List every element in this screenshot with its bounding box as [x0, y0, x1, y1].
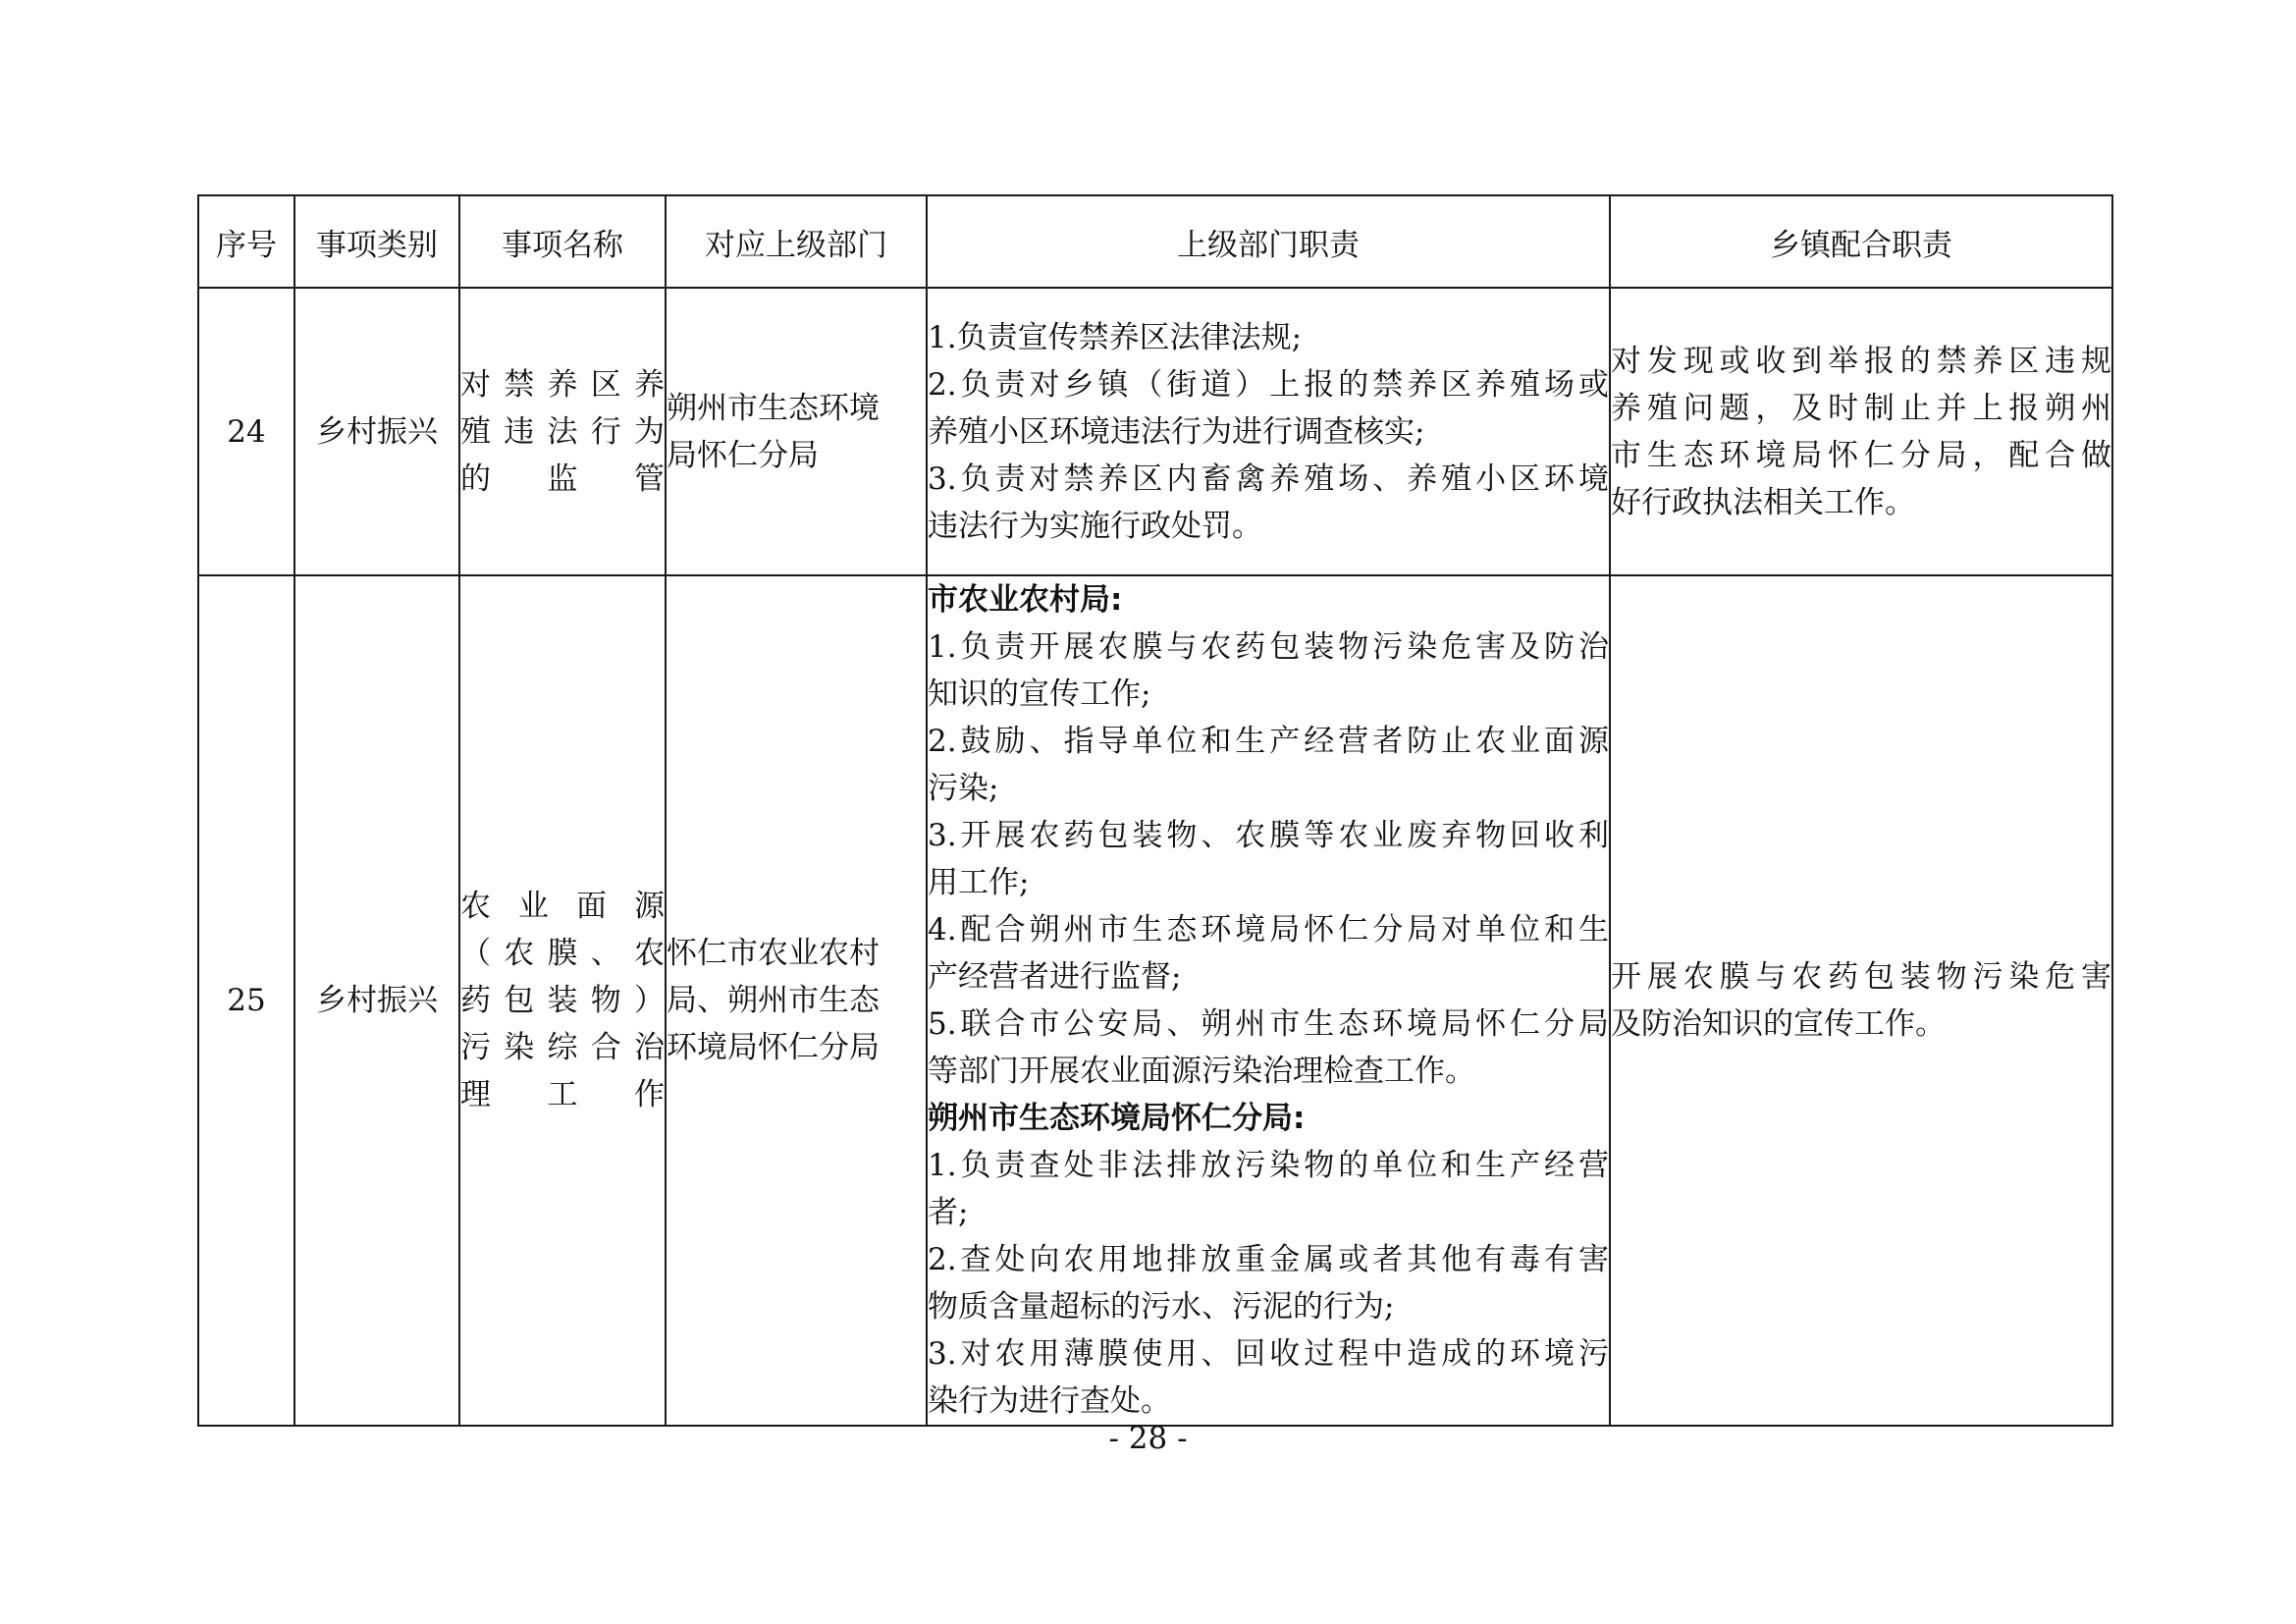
row-superior-duty: 市农业农村局: 1.负责开展农膜与农药包装物污染危害及防治 知识的宣传工作; 2.鼓励、指导单位和生产经营者防止农业面源 污染; 3.开展农药包装物、农膜等农业废弃物回收利 用工作; 4.配合朔州市生态环境局怀仁分局对单位和生 产经营者进行监督; 5.联合市公安局、朔州市生态环境局怀仁分局 等部门开展农业面源污染治理检查工作。 朔州市生态环境局怀仁分局: 1.负责查处非法排放污染物的单位和生产经营 者; 2.查处向农用地排放重金属或者其他有毒有害 物质含量超标的污水、污泥的行为; 3.对农用薄膜使用、回收过程中造成的环境污 染行为进行查处。 — [927, 575, 1610, 1426]
header-superior-duty: 上级部门职责 — [927, 195, 1610, 288]
row-superior-dept: 朔州市生态环境 局怀仁分局 — [666, 288, 927, 575]
row-no: 25 — [198, 575, 294, 1426]
table-header-row — [198, 195, 2112, 288]
table-row — [198, 575, 2112, 1426]
row-item-name: 农 业 面 源 （农膜、农 药包装物） 污染综合治 理工作 — [459, 575, 666, 1426]
duty-table — [197, 194, 2113, 1427]
row-category: 乡村振兴 — [294, 575, 459, 1426]
row-category: 乡村振兴 — [294, 288, 459, 575]
header-item-name: 事项名称 — [459, 195, 666, 288]
row-item-name: 对禁养区养 殖违法行为 的监管 — [459, 288, 666, 575]
page-number: - 28 - — [1108, 1421, 1188, 1456]
duty-heading: 朔州市生态环境局怀仁分局: — [928, 1101, 1306, 1136]
header-town-duty: 乡镇配合职责 — [1610, 195, 2112, 288]
header-superior-dept: 对应上级部门 — [666, 195, 927, 288]
row-town-duty: 开展农膜与农药包装物污染危害 及防治知识的宣传工作。 — [1610, 575, 2112, 1426]
header-no: 序号 — [198, 195, 294, 288]
row-superior-duty: 1.负责宣传禁养区法律法规; 2.负责对乡镇（街道）上报的禁养区养殖场或 养殖小区环境违法行为进行调查核实; 3.负责对禁养区内畜禽养殖场、养殖小区环境 违法行为实施行政处罚。 — [927, 288, 1610, 575]
header-category: 事项类别 — [294, 195, 459, 288]
duty-heading: 市农业农村局: — [928, 582, 1123, 618]
row-superior-dept: 怀仁市农业农村 局、朔州市生态 环境局怀仁分局 — [666, 575, 927, 1426]
table-row — [198, 288, 2112, 575]
row-town-duty: 对发现或收到举报的禁养区违规 养殖问题，及时制止并上报朔州 市生态环境局怀仁分局，配合做 好行政执法相关工作。 — [1610, 288, 2112, 575]
row-no: 24 — [198, 288, 294, 575]
